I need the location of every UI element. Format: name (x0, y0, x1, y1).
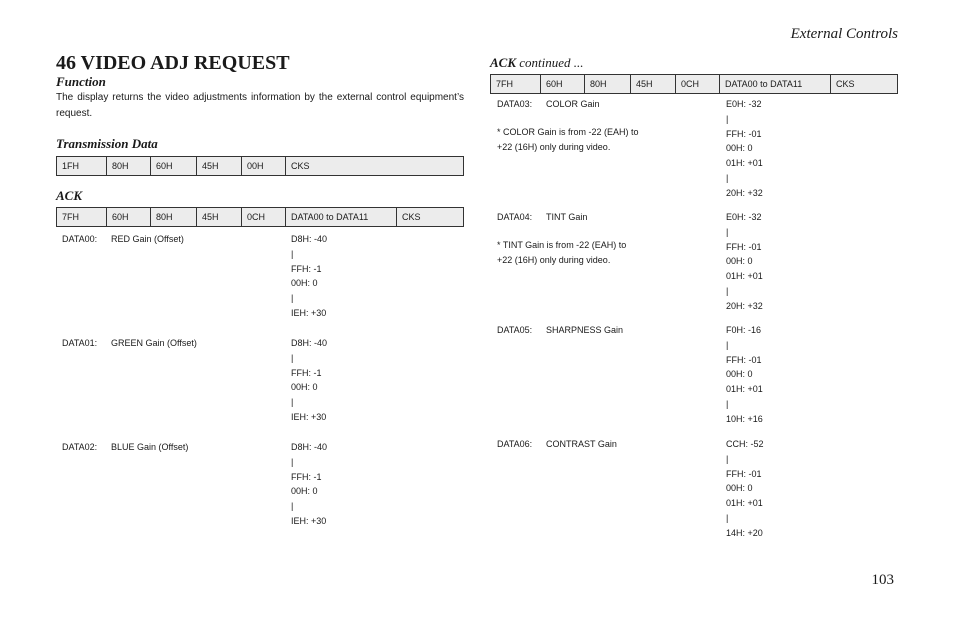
value-item: | (726, 113, 729, 124)
ack-cell: 7FH (57, 208, 107, 227)
data-name: RED Gain (Offset) (111, 234, 184, 244)
value-list (291, 232, 327, 321)
value-item: 20H: +32 (726, 187, 763, 198)
value-item: IEH: +30 (291, 411, 327, 422)
value-item: 10H: +16 (726, 413, 763, 424)
value-item: 00H: 0 (726, 256, 753, 267)
ack-continued-heading (490, 55, 584, 71)
ack-cell: 60H (107, 208, 151, 227)
value-item: 01H: +01 (726, 158, 763, 169)
ack-row (57, 208, 464, 227)
value-item: FFH: -01 (726, 128, 762, 139)
value-item: 00H: 0 (291, 486, 318, 497)
note-line: +22 (16H) only during video. (497, 142, 611, 152)
value-item: | (291, 248, 294, 259)
ack-cell: 0CH (242, 208, 286, 227)
value-list (726, 323, 763, 427)
data-name: BLUE Gain (Offset) (111, 442, 189, 452)
ack-continued-cell: 60H (541, 75, 585, 94)
ack-continued-cell: DATA00 to DATA11 (720, 75, 831, 94)
value-item: E0H: -32 (726, 99, 762, 109)
ack-continued-cell: CKS (831, 75, 898, 94)
data-name: GREEN Gain (Offset) (111, 338, 197, 348)
value-item: E0H: -32 (726, 212, 762, 222)
value-item: D8H: -40 (291, 234, 328, 244)
value-list (291, 336, 327, 425)
value-item: D8H: -40 (291, 338, 328, 348)
ack-continued-label: ACK (490, 55, 517, 70)
transmission-cell: 45H (197, 157, 242, 176)
ack-continued-cell: 7FH (491, 75, 541, 94)
ack-cell: 80H (151, 208, 197, 227)
value-list (291, 440, 327, 529)
ack-cell: 45H (197, 208, 242, 227)
value-item: FFH: -1 (291, 263, 322, 274)
transmission-table (56, 156, 464, 176)
function-heading: Function (56, 74, 106, 89)
transmission-cell: 60H (151, 157, 197, 176)
data-code: DATA03: (497, 99, 533, 109)
value-item: | (726, 172, 729, 183)
value-item: 01H: +01 (726, 384, 763, 395)
transmission-cell: 80H (107, 157, 151, 176)
data-code: DATA01: (62, 338, 98, 348)
value-item: | (726, 339, 729, 350)
value-item: | (726, 285, 729, 296)
data-note (497, 238, 697, 268)
value-item: | (291, 293, 294, 304)
data-code: DATA02: (62, 442, 98, 452)
value-item: | (726, 512, 729, 523)
value-item: D8H: -40 (291, 442, 328, 452)
note-line: +22 (16H) only during video. (497, 255, 611, 265)
value-item: FFH: -01 (726, 354, 762, 365)
ack-continued-cell: 0CH (676, 75, 720, 94)
ack-cell: CKS (397, 208, 464, 227)
value-list (726, 97, 763, 201)
value-item: | (291, 352, 294, 363)
value-item: | (726, 453, 729, 464)
ack-continued-suffix: continued ... (519, 55, 584, 70)
value-item: FFH: -01 (726, 468, 762, 479)
data-name: CONTRAST Gain (546, 439, 617, 449)
note-line: * COLOR Gain is from -22 (EAH) to (497, 127, 639, 137)
value-list (726, 210, 763, 314)
ack-continued-cell: 45H (631, 75, 676, 94)
page-title: 46 VIDEO ADJ REQUEST (56, 52, 290, 74)
data-code: DATA06: (497, 439, 533, 449)
value-item: 00H: 0 (726, 369, 753, 380)
page-number: 103 (871, 572, 894, 588)
data-code: DATA00: (62, 234, 98, 244)
ack-table (56, 207, 464, 227)
data-name: COLOR Gain (546, 99, 600, 109)
transmission-cell: CKS (286, 157, 464, 176)
value-item: | (726, 226, 729, 237)
ack-heading: ACK (56, 188, 83, 203)
transmission-row (57, 157, 464, 176)
transmission-cell: 00H (242, 157, 286, 176)
section-header: External Controls (790, 26, 898, 42)
value-item: FFH: -01 (726, 241, 762, 252)
value-item: F0H: -16 (726, 325, 762, 335)
value-item: 00H: 0 (726, 483, 753, 494)
ack-continued-table (490, 74, 898, 94)
data-name: SHARPNESS Gain (546, 325, 624, 335)
ack-cell: DATA00 to DATA11 (286, 208, 397, 227)
value-list (726, 437, 764, 541)
value-item: 01H: +01 (726, 498, 763, 509)
ack-continued-cell: 80H (585, 75, 631, 94)
value-item: | (291, 397, 294, 408)
value-item: 00H: 0 (291, 278, 318, 289)
value-item: FFH: -1 (291, 367, 322, 378)
value-item: 01H: +01 (726, 271, 763, 282)
value-item: CCH: -52 (726, 439, 764, 449)
value-item: | (291, 456, 294, 467)
data-code: DATA05: (497, 325, 533, 335)
transmission-heading: Transmission Data (56, 136, 158, 151)
data-note (497, 125, 697, 155)
value-item: 14H: +20 (726, 527, 763, 538)
value-item: IEH: +30 (291, 307, 327, 318)
value-item: 00H: 0 (291, 382, 318, 393)
ack-continued-row (491, 75, 898, 94)
value-item: 20H: +32 (726, 300, 763, 311)
note-line: * TINT Gain is from -22 (EAH) to (497, 240, 627, 250)
data-code: DATA04: (497, 212, 533, 222)
value-item: 00H: 0 (726, 143, 753, 154)
function-description: The display returns the video adjustments information by the external control equipment’s request. (56, 92, 464, 119)
data-name: TINT Gain (546, 212, 588, 222)
value-item: | (291, 501, 294, 512)
transmission-cell: 1FH (57, 157, 107, 176)
value-item: FFH: -1 (291, 471, 322, 482)
value-item: IEH: +30 (291, 515, 327, 526)
value-item: | (726, 398, 729, 409)
